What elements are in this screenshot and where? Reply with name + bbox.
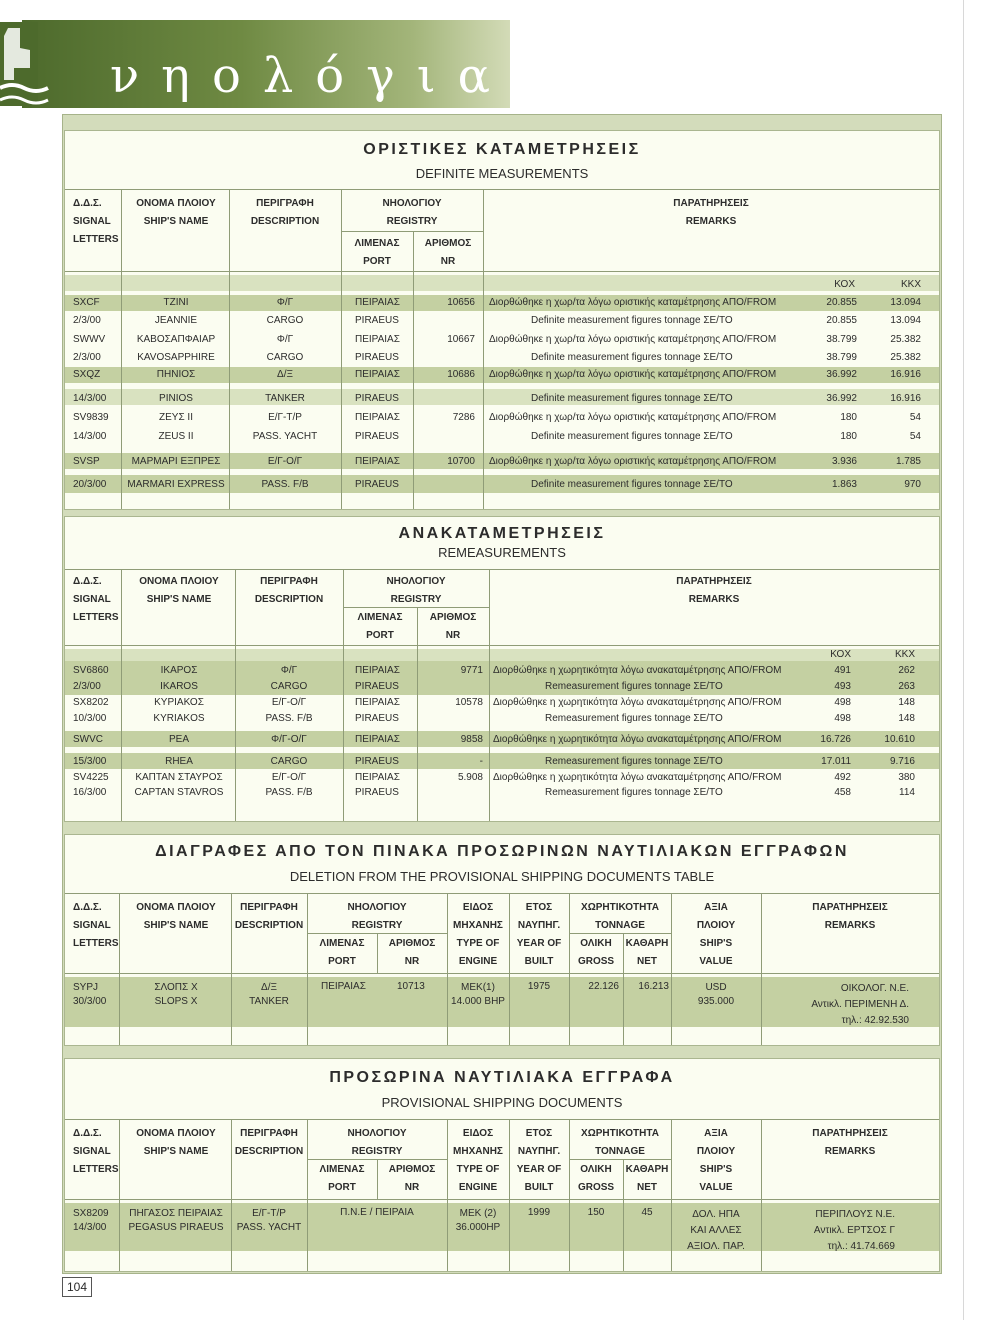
col-header-net: ΚΑΘΑΡΗ NET xyxy=(625,938,669,967)
section-title: ΟΡΙΣΤΙΚΕΣ ΚΑΤΑΜΕΤΡΗΣΕΙΣ xyxy=(363,141,641,158)
header-rule xyxy=(65,569,939,570)
definite-measurements-section: ΟΡΙΣΤΙΚΕΣ ΚΑΤΑΜΕΤΡΗΣΕΙΣ DEFINITE MEASUREMENTS Δ.Δ.Σ. SIGNAL LETTERS ΟΝΟΜΑ ΠΛΟΙΟΥ SHIP'S NAME ΠΕΡΙΓΡΑΦΗ DESCRIPTION ΝΗΟΛΟΓΙΟΥ REGISTRY ΛΙΜΕΝΑΣ PORT ΑΡΙΘΜΟΣ NR ΠΑΡΑΤΗΡΗΣΕΙΣ REMARKS ΚΟΧ ΚΚΧ SXCF ΤΖΙΝΙ Φ/Γ ΠΕΙΡΑΙΑΣ 10656 Διορθώθηκε η χωρ/τα λόγω οριστικής καταμέτρησης ΑΠΟ/FROM 20.855 13.094 2/3/00 JEANNIE CARGO PIRAEUS Definite measurement figures tonnage ΣΕ/ΤΟ 20.855 13.094 SWWV ΚΑΒΟΣΑΠΦΑΙΑΡ Φ/Γ ΠΕΙΡΑΙΑΣ 10667 Διορθώθηκε η χωρ/τα λόγω οριστικής καταμέτρησης ΑΠΟ/FROM 38.799 25.382 2/3/00 KAVOSAPPHIRE CARGO PIRAEUS Definite measurement figures tonnage ΣΕ/ΤΟ 38.799 25.382 SXQZ ΠΗΝΙΟΣ Δ/Ξ ΠΕΙΡΑΙΑΣ 10686 Διορθώθηκε η χωρ/τα λόγω οριστικής καταμέτρησης ΑΠΟ/FROM 36.992 16.916 14/3/00 PINIOS TANKER PIRAEUS Definite measurement figures tonnage ΣΕ/ΤΟ 36.992 16.916 SV9839 ΖΕΥΣ ΙΙ Ε/Γ-Τ/Ρ ΠΕΙΡΑΙΑΣ 7286 Διορθώθηκε η χωρ/τα λόγω οριστικής καταμέτρησης ΑΠΟ/FROM 180 54 14/3/00 ZEUS II PASS. YACHT PIRAEUS Definite measurement figures tonnage ΣΕ/ΤΟ 180 54 SVSP ΜΑΡΜΑΡΙ ΕΞΠΡΕΣ Ε/Γ-Ο/Γ ΠΕΙΡΑΙΑΣ 10700 Διορθώθηκε η χωρ/τα λόγω οριστικής καταμέτρησης ΑΠΟ/FROM 3.936 1.785 20/3/00 MARMARI EXPRESS PASS. F/B PIRAEUS Definite measurement figures tonnage ΣΕ/ΤΟ 1.863 970 xyxy=(64,130,940,510)
col-header-registry: ΝΗΟΛΟΓΙΟΥ REGISTRY xyxy=(386,576,446,605)
col-header-value: ΑΞΙΑ ΠΛΟΙΟΥ SHIP'S VALUE xyxy=(696,902,736,967)
section-title: ΑΝΑΚΑΤΑΜΕΤΡΗΣΕΙΣ xyxy=(398,525,606,542)
col-header-engine: ΕΙΔΟΣ ΜΗΧΑΝΗΣ TYPE OF ENGINE xyxy=(453,1128,503,1193)
col-divider xyxy=(343,569,344,821)
col-header-value: ΑΞΙΑ ΠΛΟΙΟΥ SHIP'S VALUE xyxy=(696,1128,736,1193)
row-band xyxy=(65,275,939,291)
col-header-year: ΕΤΟΣ ΝΑΥΠΗΓ. YEAR OF BUILT xyxy=(516,902,562,967)
col-divider xyxy=(231,893,232,1045)
col-header-net: ΚΑΘΑΡΗ NET xyxy=(625,1164,669,1193)
col-header-tonnage: ΧΩΡΗΤΙΚΟΤΗΤΑ TONNAGE xyxy=(581,902,659,931)
section-subtitle: DEFINITE MEASUREMENTS xyxy=(415,166,589,181)
tonnage-rule xyxy=(569,1159,671,1160)
col-header-nr: ΑΡΙΘΜΟΣ NR xyxy=(429,612,477,641)
header-bottom-rule xyxy=(65,645,939,646)
col-divider xyxy=(447,1119,448,1271)
header-bottom-rule xyxy=(65,1199,939,1200)
header-banner xyxy=(0,0,513,110)
col-divider xyxy=(489,569,490,821)
col-divider xyxy=(119,1119,120,1271)
col-header-engine: ΕΙΔΟΣ ΜΗΧΑΝΗΣ TYPE OF ENGINE xyxy=(453,902,503,967)
section-subtitle: DELETION FROM THE PROVISIONAL SHIPPING DOCUMENTS TABLE xyxy=(289,869,715,884)
col-header-remarks: ΠΑΡΑΤΗΡΗΣΕΙΣ REMARKS xyxy=(812,1128,888,1157)
col-header-dds: Δ.Δ.Σ. SIGNAL LETTERS xyxy=(73,576,119,623)
col-header-name: ΟΝΟΜΑ ΠΛΟΙΟΥ SHIP'S NAME xyxy=(136,198,216,227)
col-divider xyxy=(121,569,122,821)
col-header-remarks: ΠΑΡΑΤΗΡΗΣΕΙΣ REMARKS xyxy=(676,576,752,605)
header-bottom-rule xyxy=(65,271,939,272)
col-header-description: ΠΕΡΙΓΡΑΦΗ DESCRIPTION xyxy=(234,1128,304,1157)
provisional-section: ΠΡΟΣΩΡΙΝΑ ΝΑΥΤΙΛΙΑΚΑ ΕΓΓΡΑΦΑ PROVISIONAL SHIPPING DOCUMENTS Δ.Δ.Σ. SIGNAL LETTERS ΟΝΟΜΑ ΠΛΟΙΟΥ SHIP'S NAME ΠΕΡΙΓΡΑΦΗ DESCRIPTION ΝΗΟΛΟΓΙΟΥ REGISTRY ΛΙΜΕΝΑΣ PORT ΑΡΙΘΜΟΣ NR ΕΙΔΟΣ ΜΗΧΑΝΗΣ TYPE OF ENGINE ΕΤΟΣ ΝΑΥΠΗΓ. YEAR OF BUILT ΧΩΡΗΤΙΚΟΤΗΤΑ TONNAGE ΟΛΙΚΗ GROSS ΚΑΘΑΡΗ NET ΑΞΙΑ ΠΛΟΙΟΥ SHIP'S VALUE ΠΑΡΑΤΗΡΗΣΕΙΣ REMARKS SX8209 14/3/00 ΠΗΓΑΣΟΣ ΠΕΙΡΑΙΑΣ PEGASUS PIRAEUS Ε/Γ-Τ/Ρ PASS. YACHT Π.Ν.Ε / ΠΕΙΡΑΙΑ ΜΕΚ (2) 36.000HP 1999 150 45 ΔΟΛ. ΗΠΑ ΚΑΙ ΑΛΛΕΣ ΑΞΙΟΛ. ΠΑΡ. ΠΕΡΙΠΛΟΥΣ Ν.Ε. Αντικλ. ΕΡΤΣΟΣ Γ τηλ.: 41.74.669 xyxy=(64,1058,940,1272)
col-divider xyxy=(509,893,510,1045)
col-divider xyxy=(341,189,342,509)
col-header-port: ΛΙΜΕΝΑΣ PORT xyxy=(357,612,403,641)
header-rule xyxy=(65,189,939,190)
col-header-remarks: ΠΑΡΑΤΗΡΗΣΕΙΣ REMARKS xyxy=(673,198,749,227)
col-header-remarks: ΠΑΡΑΤΗΡΗΣΕΙΣ REMARKS xyxy=(812,902,888,931)
col-header-description: ΠΕΡΙΓΡΑΦΗ DESCRIPTION xyxy=(254,576,324,605)
col-header-name: ΟΝΟΜΑ ΠΛΟΙΟΥ SHIP'S NAME xyxy=(136,1128,216,1157)
page-edge xyxy=(963,0,964,1320)
deletion-section: ΔΙΑΓΡΑΦΕΣ ΑΠΟ ΤΟΝ ΠΙΝΑΚΑ ΠΡΟΣΩΡΙΝΩΝ ΝΑΥΤΙΛΙΑΚΩΝ ΕΓΓΡΑΦΩΝ DELETION FROM THE PROVISIONAL SHIPPING DOCUMENTS TABLE Δ.Δ.Σ. SIGNAL LETTERS ΟΝΟΜΑ ΠΛΟΙΟΥ SHIP'S NAME ΠΕΡΙΓΡΑΦΗ DESCRIPTION ΝΗΟΛΟΓΙΟΥ REGISTRY ΛΙΜΕΝΑΣ PORT ΑΡΙΘΜΟΣ NR ΕΙΔΟΣ ΜΗΧΑΝΗΣ TYPE OF ENGINE ΕΤΟΣ ΝΑΥΠΗΓ. YEAR OF BUILT ΧΩΡΗΤΙΚΟΤΗΤΑ TONNAGE ΟΛΙΚΗ GROSS ΚΑΘΑΡΗ NET ΑΞΙΑ ΠΛΟΙΟΥ SHIP'S VALUE ΠΑΡΑΤΗΡΗΣΕΙΣ REMARKS SYPJ 30/3/00 ΣΛΟΠΣ Χ SLOPS X Δ/Ξ TANKER ΠΕΙΡΑΙΑΣ 10713 ΜΕΚ(1) 14.000 BHP 1975 22.126 16.213 USD 935.000 ΟΙΚΟΛΟΓ. Ν.Ε. Αντικλ. ΠΕΡΙΜΕΝΗ Δ. τηλ.: 42.92.530 xyxy=(64,834,940,1046)
col-divider xyxy=(121,189,122,509)
col-divider xyxy=(569,893,570,1045)
col-header-year: ΕΤΟΣ ΝΑΥΠΗΓ. YEAR OF BUILT xyxy=(516,1128,562,1193)
section-title: ΔΙΑΓΡΑΦΕΣ ΑΠΟ ΤΟΝ ΠΙΝΑΚΑ ΠΡΟΣΩΡΙΝΩΝ ΝΑΥΤΙΛΙΑΚΩΝ ΕΓΓΡΑΦΩΝ xyxy=(155,843,849,860)
col-divider xyxy=(483,189,484,509)
col-header-description: ΠΕΡΙΓΡΑΦΗ DESCRIPTION xyxy=(234,902,304,931)
col-header-description: ΠΕΡΙΓΡΑΦΗ DESCRIPTION xyxy=(250,198,320,227)
col-divider xyxy=(447,893,448,1045)
col-header-nr: ΑΡΙΘΜΟΣ NR xyxy=(388,1164,436,1193)
col-header-port: ΛΙΜΕΝΑΣ PORT xyxy=(319,1164,365,1193)
col-header-gross: ΟΛΙΚΗ GROSS xyxy=(577,938,615,967)
section-subtitle: PROVISIONAL SHIPPING DOCUMENTS xyxy=(381,1095,623,1110)
col-header-nr: ΑΡΙΘΜΟΣ NR xyxy=(388,938,436,967)
col-header-name: ΟΝΟΜΑ ΠΛΟΙΟΥ SHIP'S NAME xyxy=(139,576,219,605)
col-divider xyxy=(119,893,120,1045)
col-divider xyxy=(377,1159,378,1199)
col-header-tonnage: ΧΩΡΗΤΙΚΟΤΗΤΑ TONNAGE xyxy=(581,1128,659,1157)
col-header-dds: Δ.Δ.Σ. SIGNAL LETTERS xyxy=(73,198,119,245)
col-header-registry: ΝΗΟΛΟΓΙΟΥ REGISTRY xyxy=(347,902,407,931)
col-divider xyxy=(307,1119,308,1271)
tonnage-rule xyxy=(569,933,671,934)
header-rule xyxy=(65,893,939,894)
kox-label: ΚΟΧ xyxy=(830,649,851,660)
col-header-registry: ΝΗΟΛΟΓΙΟΥ REGISTRY xyxy=(347,1128,407,1157)
registry-rule xyxy=(343,607,489,608)
col-header-name: ΟΝΟΜΑ ΠΛΟΙΟΥ SHIP'S NAME xyxy=(136,902,216,931)
col-divider xyxy=(417,607,418,821)
kkx-label: ΚΚΧ xyxy=(900,279,921,290)
col-divider xyxy=(231,1119,232,1271)
kox-label: ΚΟΧ xyxy=(834,279,855,290)
section-title: ΠΡΟΣΩΡΙΝΑ ΝΑΥΤΙΛΙΑΚΑ ΕΓΓΡΑΦΑ xyxy=(329,1069,675,1086)
col-divider xyxy=(377,933,378,973)
col-header-dds: Δ.Δ.Σ. SIGNAL LETTERS xyxy=(73,1128,119,1175)
col-header-registry: ΝΗΟΛΟΓΙΟΥ REGISTRY xyxy=(382,198,442,227)
remeasurements-section: ΑΝΑΚΑΤΑΜΕΤΡΗΣΕΙΣ REMEASUREMENTS Δ.Δ.Σ. SIGNAL LETTERS ΟΝΟΜΑ ΠΛΟΙΟΥ SHIP'S NAME ΠΕΡΙΓΡΑΦΗ DESCRIPTION ΝΗΟΛΟΓΙΟΥ REGISTRY ΛΙΜΕΝΑΣ PORT ΑΡΙΘΜΟΣ NR ΠΑΡΑΤΗΡΗΣΕΙΣ REMARKS ΚΟΧ ΚΚΧ SV6860 ΙΚΑΡΟΣ Φ/Γ ΠΕΙΡΑΙΑΣ 9771 Διορθώθηκε η χωρητικότητα λόγω ανακαταμέτρησης ΑΠΟ/FROM 491 262 2/3/00 IKAROS CARGO PIRAEUS Remeasurement figures tonnage ΣΕ/ΤΟ 493 263 SX8202 ΚΥΡΙΑΚΟΣ Ε/Γ-Ο/Γ ΠΕΙΡΑΙΑΣ 10578 Διορθώθηκε η χωρητικότητα λόγω ανακαταμέτρησης ΑΠΟ/FROM 498 148 10/3/00 KYRIAKOS PASS. F/B PIRAEUS Remeasurement figures tonnage ΣΕ/ΤΟ 498 148 SWVC ΡΕΑ Φ/Γ-Ο/Γ ΠΕΙΡΑΙΑΣ 9858 Διορθώθηκε η χωρητικότητα λόγω ανακαταμέτρησης ΑΠΟ/FROM 16.726 10.610 15/3/00 RHEA CARGO PIRAEUS - Remeasurement figures tonnage ΣΕ/ΤΟ 17.011 9.716 SV4225 ΚΑΠΤΑΝ ΣΤΑΥΡΟΣ Ε/Γ-Ο/Γ ΠΕΙΡΑΙΑΣ 5.908 Διορθώθηκε η χωρητικότητα λόγω ανακαταμέτρησης ΑΠΟ/FROM 492 380 16/3/00 CAPTAN STAVROS PASS. F/B PIRAEUS Remeasurement figures tonnage ΣΕ/ΤΟ 458 114 xyxy=(64,516,940,822)
header-rule xyxy=(65,1119,939,1120)
col-divider xyxy=(569,1119,570,1271)
page-number: 104 xyxy=(62,1277,92,1297)
registry-rule xyxy=(341,231,483,232)
col-divider xyxy=(671,893,672,1045)
col-header-nr: ΑΡΙΘΜΟΣ NR xyxy=(424,238,472,267)
col-header-gross: ΟΛΙΚΗ GROSS xyxy=(577,1164,615,1193)
col-header-port: ΛΙΜΕΝΑΣ PORT xyxy=(319,938,365,967)
col-header-dds: Δ.Δ.Σ. SIGNAL LETTERS xyxy=(73,902,119,949)
kkx-label: ΚΚΧ xyxy=(894,649,915,660)
section-subtitle: REMEASUREMENTS xyxy=(438,545,566,560)
col-divider xyxy=(509,1119,510,1271)
ship-logo-icon xyxy=(0,18,50,110)
banner-title: νηολόγια xyxy=(110,48,513,104)
col-header-port: ΛΙΜΕΝΑΣ PORT xyxy=(354,238,400,267)
header-bottom-rule xyxy=(65,973,939,974)
col-divider xyxy=(307,893,308,1045)
